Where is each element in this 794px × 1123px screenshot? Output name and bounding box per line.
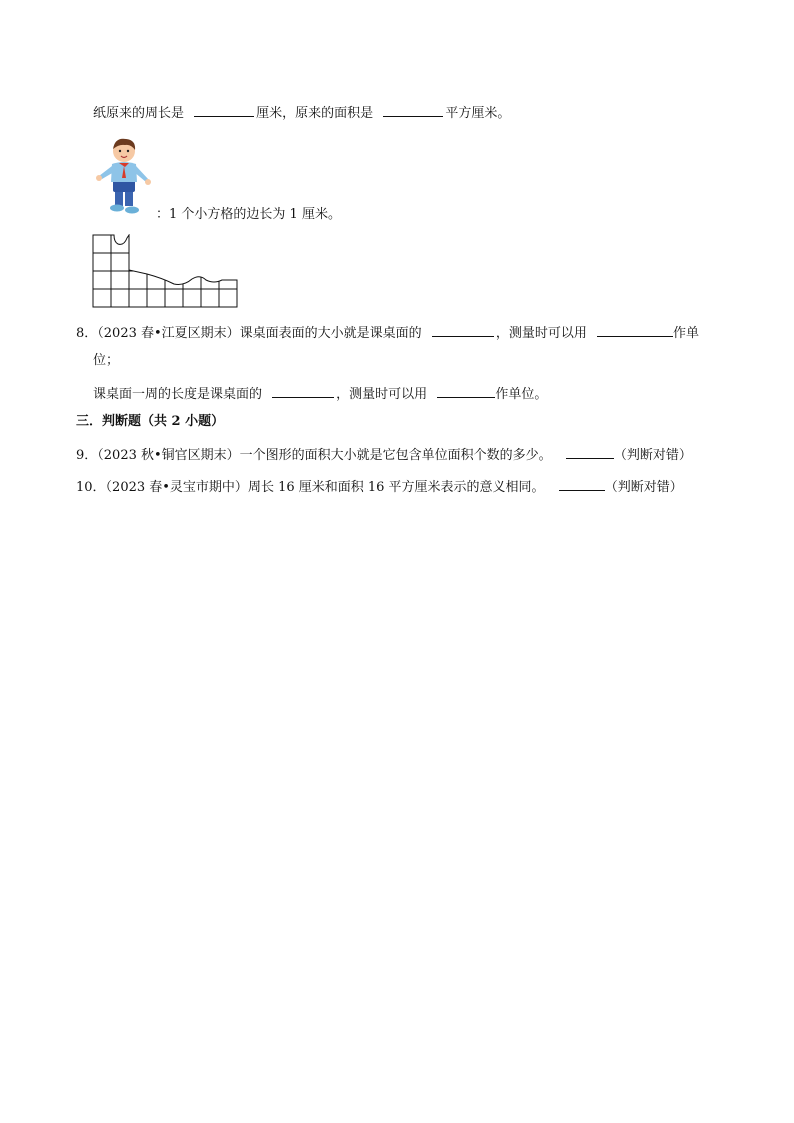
question-10-source: （2023 春•灵宝市期中）: [105, 480, 248, 495]
continuation-line: [93, 104, 510, 120]
continuation-text-c: 平方厘米。: [445, 106, 511, 121]
question-9-text: 一个图形的面积大小就是它包含单位面积个数的多少。: [239, 448, 552, 463]
answer-blank-8c[interactable]: [272, 385, 334, 398]
question-9-source: （2023 秋•铜官区期末）: [97, 448, 240, 463]
answer-blank-area[interactable]: [383, 104, 443, 117]
question-8-number: 8．: [76, 326, 98, 341]
hint-text: ：1 个小方格的边长为 1 厘米。: [156, 207, 341, 222]
section-3-title: 三．判断题（共 2 小题）: [76, 414, 225, 429]
question-8-line2: 位；: [93, 353, 120, 368]
question-10: [76, 478, 683, 494]
answer-blank-8a[interactable]: [432, 324, 494, 337]
boy-illustration: [95, 136, 155, 216]
question-8-text-e: ，测量时可以用: [336, 387, 428, 402]
question-8-text-f: 作单位。: [495, 387, 548, 402]
answer-blank-10[interactable]: [559, 478, 605, 491]
question-8-text-b: ，测量时可以用: [495, 326, 587, 341]
answer-blank-8b[interactable]: [597, 324, 673, 337]
continuation-text-b: 厘米，原来的面积是: [256, 106, 374, 121]
answer-blank-8d[interactable]: [437, 385, 495, 398]
continuation-text-a: 纸原来的周长是: [93, 106, 185, 121]
question-8-line1: [76, 324, 699, 340]
question-10-text: 周长 16 厘米和面积 16 平方厘米表示的意义相同。: [247, 480, 545, 495]
question-10-tail: （判断对错）: [604, 480, 683, 495]
question-8-source: （2023 春•江夏区期末）: [97, 326, 240, 341]
question-8-text-c: 作单: [672, 326, 699, 341]
question-8-text-d: 课桌面一周的长度是课桌面的: [93, 387, 263, 402]
question-10-number: 10．: [76, 480, 106, 495]
answer-blank-9[interactable]: [566, 446, 614, 459]
question-9-number: 9．: [76, 448, 98, 463]
answer-blank-perimeter[interactable]: [194, 104, 254, 117]
torn-grid-figure: [92, 234, 240, 308]
question-8-line3: [93, 385, 547, 401]
question-8-text-a: 课桌面表面的大小就是课桌面的: [239, 326, 422, 341]
question-9-tail: （判断对错）: [613, 448, 692, 463]
question-9: [76, 446, 692, 462]
